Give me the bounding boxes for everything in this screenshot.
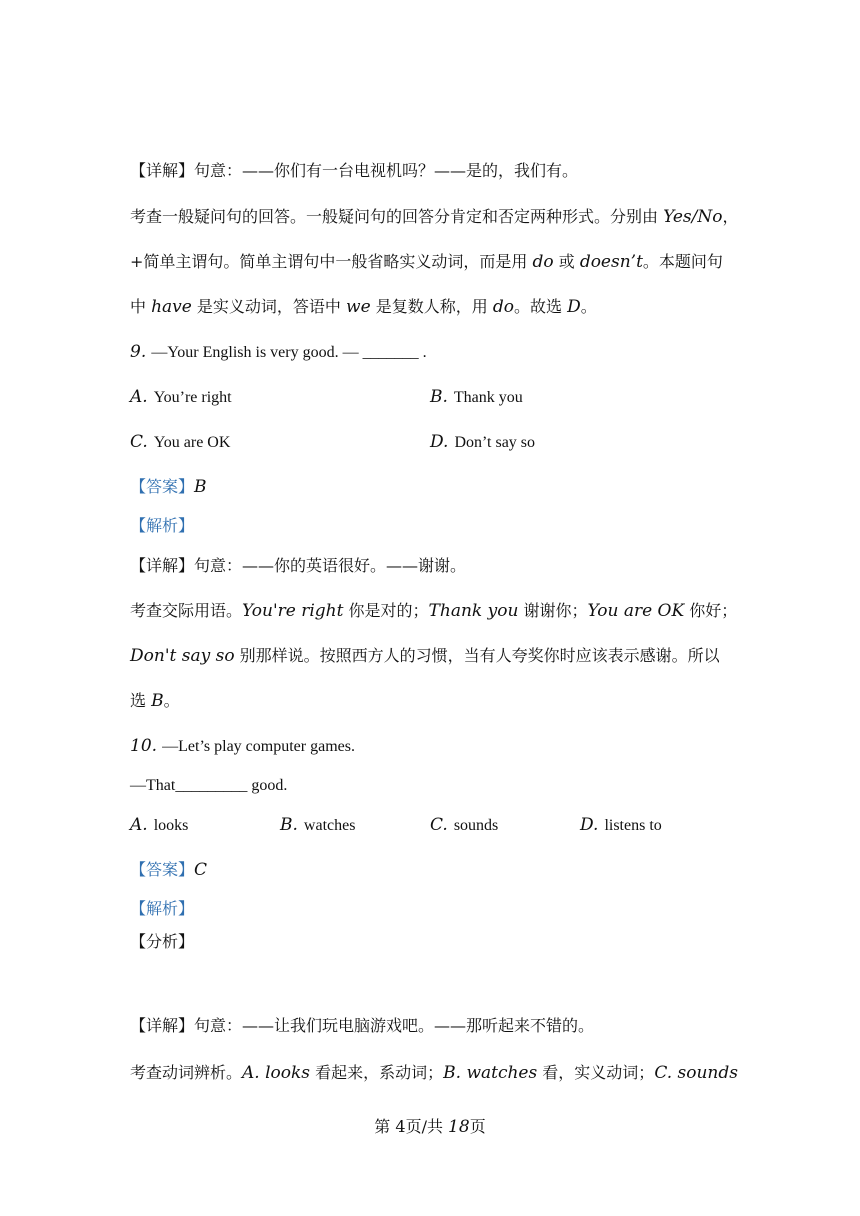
q10-stem1: 10. —Let’s play computer games. — [130, 736, 355, 756]
q10-stem2: —That_________ good. — [130, 777, 288, 794]
q10-number: 10. — [130, 736, 158, 756]
q8-explain-line1: 考查一般疑问句的回答。一般疑问句的回答分肯定和否定两种形式。分别由 Yes/No， — [130, 207, 739, 227]
q9-answer: 【答案】B — [130, 477, 207, 497]
q8-explain-line2: +简单主谓句。简单主谓句中一般省略实义动词，而是用 do 或 doesn’t。本题问句 — [130, 252, 723, 272]
q9-detail: 【详解】句意：——你的英语很好。——谢谢。 — [130, 556, 467, 575]
q9-explain-line2: Don't say so 别那样说。按照西方人的习惯，当有人夸奖你时应该表示感谢。所以 — [130, 646, 720, 666]
q10-explain-line1: 考查动词辨析。A. looks 看起来，系动词；B. watches 看，实义动词；C. sounds — [130, 1063, 738, 1083]
q8-explain-line3: 中 have 是实义动词，答语中 we 是复数人称，用 do。故选 D。 — [130, 297, 597, 317]
q8-detail: 【详解】句意：——你们有一台电视机吗？——是的，我们有。 — [130, 161, 579, 180]
q9-explain-line3: 选 B。 — [130, 691, 180, 711]
q10-analysis-label: 【解析】 — [130, 899, 195, 918]
q9-option-b: B. Thank you — [430, 387, 523, 407]
q9-explain-line1: 考查交际用语。You're right 你是对的；Thank you 谢谢你；You are OK 你好； — [130, 601, 738, 621]
q10-option-a: A. looks — [130, 815, 189, 835]
q10-analysis2-label: 【分析】 — [130, 932, 195, 951]
q10-option-b: B. watches — [280, 815, 356, 835]
q9-stem-text: —Your English is very good. — _______ . — [151, 344, 427, 361]
q9-option-c: C. You are OK — [130, 432, 231, 452]
page-footer: 第 4页/共 18页 — [374, 1117, 486, 1137]
q10-answer: 【答案】C — [130, 860, 208, 880]
q9-option-a: A. You’re right — [130, 387, 232, 407]
page-number: 4 — [395, 1117, 406, 1136]
q10-option-c: C. sounds — [430, 815, 499, 835]
page-total: 18 — [448, 1117, 470, 1137]
q9-analysis-label: 【解析】 — [130, 516, 195, 535]
q9-stem — [130, 341, 427, 364]
q9-number: 9. — [130, 342, 147, 362]
q9-option-d: D. Don’t say so — [430, 432, 536, 452]
q10-detail: 【详解】句意：——让我们玩电脑游戏吧。——那听起来不错的。 — [130, 1016, 595, 1035]
q10-option-d: D. listens to — [580, 815, 662, 835]
